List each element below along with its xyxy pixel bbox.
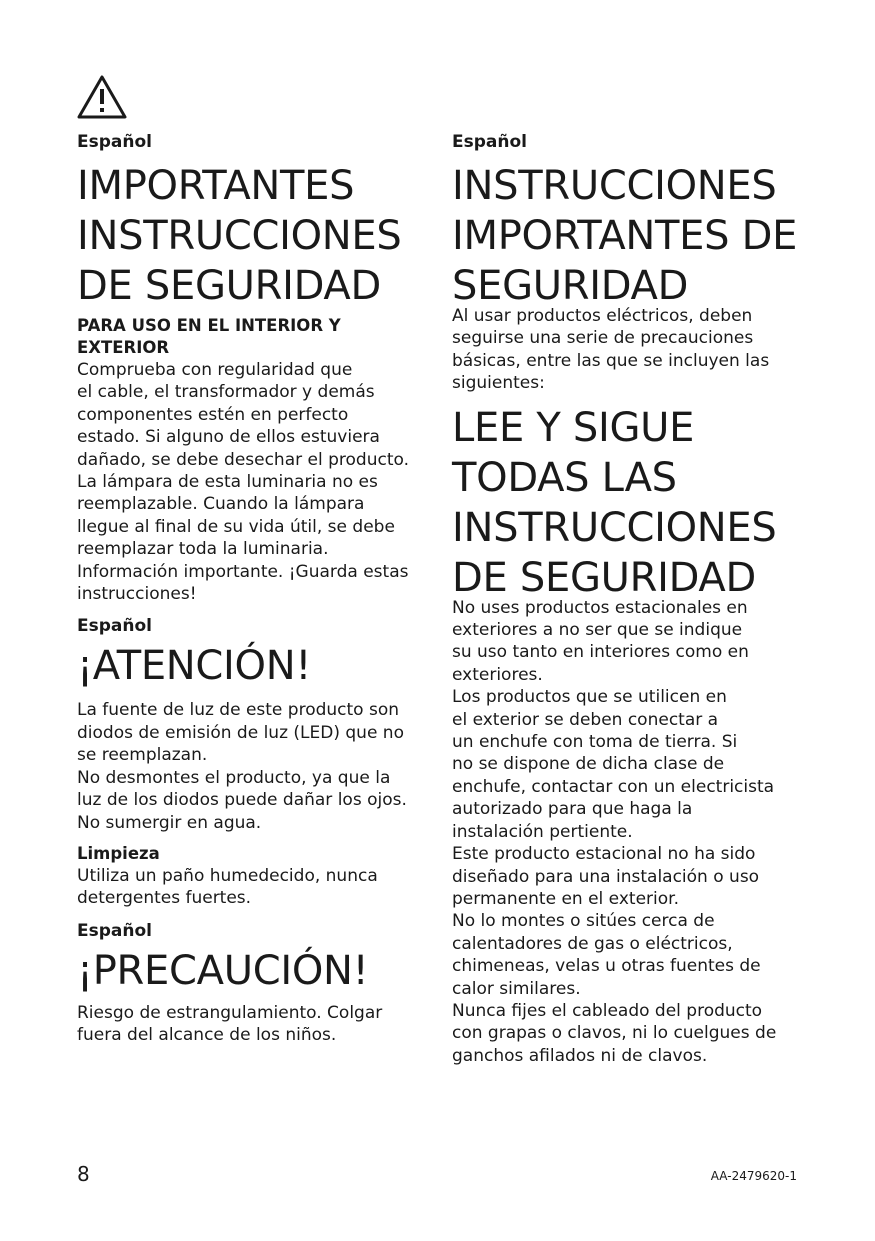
language-label: Español	[77, 132, 152, 152]
heading-line: DE SEGURIDAD	[452, 554, 756, 601]
heading-line: IMPORTANTES DE	[452, 213, 798, 259]
caution-heading: ¡PRECAUCIÓN!	[77, 947, 369, 994]
intro-text: Al usar productos eléctricos, deben seguirse una serie de precauciones básicas, entre las que se incluyen las siguientes:	[452, 306, 770, 394]
cleaning-body: Utiliza un paño humedecido, nunca detergentes fuertes.	[77, 865, 378, 909]
document-code: AA-2479620-1	[710, 1169, 797, 1183]
heading-line: LEE Y SIGUE	[452, 404, 695, 451]
heading-line: INSTRUCCIONES	[77, 213, 402, 259]
read-follow-heading	[452, 403, 804, 603]
heading-line: DE SEGURIDAD	[77, 263, 381, 309]
subheading-line: PARA USO EN EL INTERIOR Y	[77, 316, 341, 335]
seasonal-products-body: No uses productos estacionales en exteriores a no ser que se indique su uso tanto en interiores como en exteriores. Los productos que se utilicen en el exterior se deben conectar a un enchufe con toma de tierra. Si no se dispone de dicha clase de enchufe, contactar con un electricista autorizado para que haga la instalación pertiente. Este producto estacional no ha sido diseñado para una instalación o uso permanente en el exterior. No lo montes o sitúes cerca de calentadores de gas o eléctricos, chimeneas, velas u otras fuentes de calor similares. Nunca fijes el cableado del producto con grapas o clavos, ni lo cuelgues de ganchos afilados ni de clavos.	[452, 597, 777, 1066]
attention-heading: ¡ATENCIÓN!	[77, 643, 312, 690]
attention-body: La fuente de luz de este producto son diodos de emisión de luz (LED) que no se reemplazan. No desmontes el producto, ya que la luz de los diodos puede dañar los ojos. No sumergir en agua.	[77, 700, 407, 833]
heading-line: SEGURIDAD	[452, 263, 689, 309]
left-column	[77, 131, 429, 1047]
warning-triangle-icon	[76, 74, 128, 120]
right-column	[452, 131, 804, 1067]
cleaning-subheading: Limpieza	[77, 843, 160, 863]
usage-subheading	[77, 315, 429, 359]
heading-line: IMPORTANTES	[77, 163, 355, 209]
heading-line: INSTRUCCIONES	[452, 504, 777, 551]
language-label: Español	[77, 920, 152, 941]
heading-line: TODAS LAS	[452, 454, 677, 501]
important-instructions-heading	[452, 161, 804, 311]
page-number: 8	[77, 1162, 90, 1186]
language-label: Español	[77, 616, 152, 637]
safety-heading	[77, 161, 429, 311]
caution-body: Riesgo de estrangulamiento. Colgar fuera del alcance de los niños.	[77, 1002, 383, 1046]
safety-body: Comprueba con regularidad que el cable, el transformador y demás componentes estén en perfecto estado. Si alguno de ellos estuviera dañado, se debe desechar el producto. La lámpara de esta luminaria no es reemplazable. Cuando la lámpara llegue al final de su vida útil, se debe reemplazar toda la luminaria. Información importante. ¡Guarda estas instrucciones!	[77, 360, 409, 605]
subheading-line: EXTERIOR	[77, 338, 170, 357]
heading-line: INSTRUCCIONES	[452, 163, 777, 209]
language-label: Español	[452, 132, 527, 152]
